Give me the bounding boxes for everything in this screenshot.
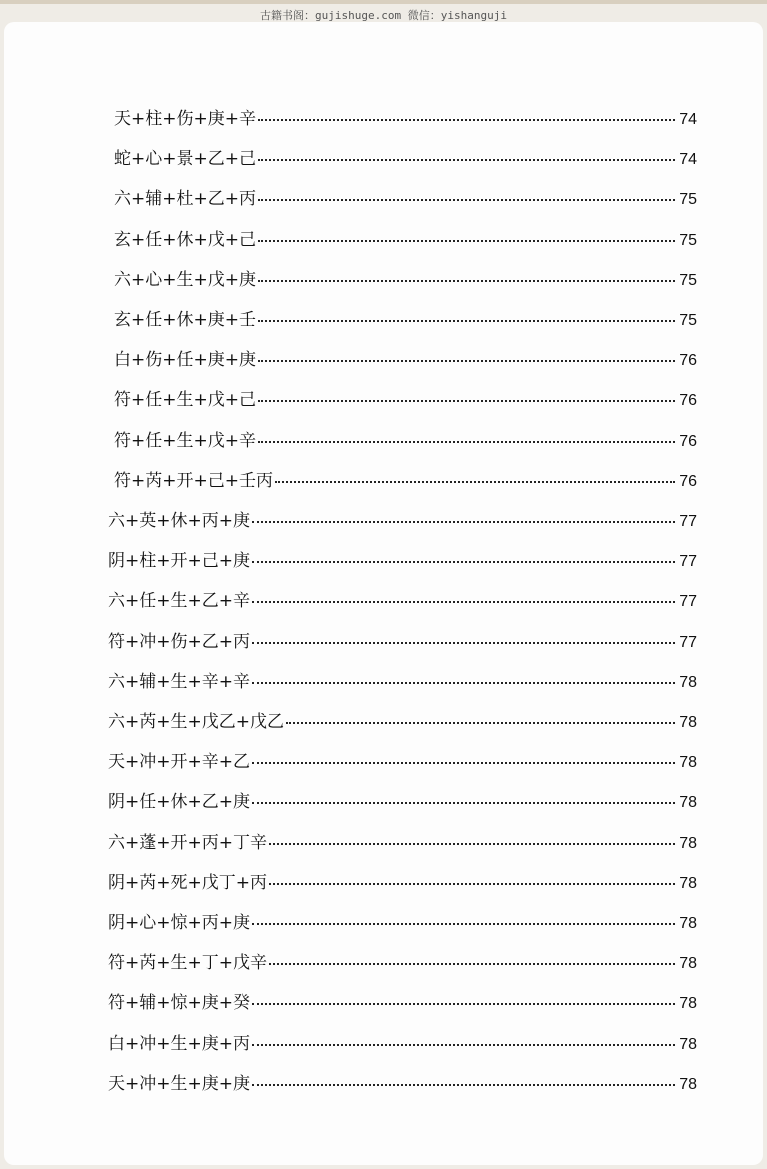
toc-entry-title: 玄+任+休+庚+壬 [114, 310, 256, 330]
toc-entry-title: 符+辅+惊+庚+癸 [108, 993, 250, 1014]
toc-dot-leader [252, 801, 675, 804]
toc-entry[interactable] [108, 1069, 697, 1093]
toc-entry-title: 玄+任+休+戊+己 [114, 229, 256, 250]
toc-entry-page-number: 75 [679, 271, 697, 289]
toc-entry[interactable] [114, 345, 697, 369]
toc-dot-leader [286, 721, 675, 724]
toc-dot-leader [252, 922, 675, 925]
toc-entry-title: 六+蓬+开+丙+丁辛 [108, 832, 267, 853]
toc-dot-leader [269, 962, 675, 965]
toc-entry-page-number: 78 [679, 794, 697, 812]
toc-dot-leader [252, 681, 675, 684]
toc-dot-leader [258, 399, 675, 402]
toc-entry-page-number: 78 [679, 673, 697, 691]
toc-entry-title: 六+辅+杜+乙+丙 [114, 189, 256, 210]
toc-entry-page-number: 78 [679, 1075, 697, 1093]
toc-entry-title: 天+冲+开+辛+乙 [108, 752, 250, 773]
toc-entry-page-number: 74 [679, 111, 697, 128]
toc-entry-title: 阴+芮+死+戊丁+丙 [108, 872, 267, 893]
toc-entry-page-number: 76 [679, 432, 697, 450]
toc-entry-page-number: 75 [679, 191, 697, 209]
toc-entry[interactable] [108, 868, 697, 892]
toc-entry-page-number: 75 [679, 312, 697, 329]
toc-entry-title: 天+柱+伤+庚+辛 [114, 109, 256, 129]
toc-entry[interactable] [114, 385, 697, 409]
toc-entry[interactable] [108, 828, 697, 852]
toc-entry-page-number: 78 [679, 915, 697, 932]
toc-entry-title: 六+心+生+戊+庚 [114, 269, 256, 290]
toc-entry[interactable] [108, 667, 697, 691]
toc-dot-leader [258, 118, 675, 121]
toc-entry-page-number: 74 [679, 151, 697, 169]
toc-entry[interactable] [108, 546, 697, 570]
toc-entry-title: 六+任+生+乙+辛 [108, 591, 250, 612]
toc-dot-leader [252, 761, 675, 764]
toc-dot-leader [258, 359, 675, 362]
toc-dot-leader [269, 882, 675, 885]
top-border-strip [0, 0, 767, 4]
toc-entry[interactable] [114, 466, 697, 490]
toc-entry[interactable] [108, 627, 697, 651]
toc-entry[interactable] [114, 265, 697, 289]
toc-entry-title: 六+芮+生+戊乙+戊乙 [108, 712, 284, 732]
toc-entry-title: 六+辅+生+辛+辛 [108, 671, 250, 692]
toc-entry[interactable] [108, 506, 697, 530]
toc-entry[interactable] [114, 225, 697, 249]
toc-entry-page-number: 78 [679, 754, 697, 772]
toc-dot-leader [258, 239, 675, 242]
toc-entry-page-number: 76 [679, 472, 697, 490]
toc-entry-page-number: 77 [679, 553, 697, 571]
toc-entry-title: 六+英+休+丙+庚 [108, 511, 250, 531]
toc-dot-leader [252, 600, 675, 603]
toc-dot-leader [258, 279, 675, 282]
toc-entry[interactable] [114, 426, 697, 450]
toc-entry-title: 蛇+心+景+乙+己 [114, 149, 256, 170]
toc-dot-leader [252, 560, 675, 563]
toc-entry[interactable] [114, 144, 697, 168]
toc-entry-title: 符+芮+开+己+壬丙 [114, 470, 273, 491]
toc-entry[interactable] [108, 787, 697, 811]
toc-entry[interactable] [108, 1029, 697, 1053]
toc-dot-leader [252, 1083, 675, 1086]
toc-dot-leader [252, 520, 675, 523]
toc-entry-title: 符+芮+生+丁+戊辛 [108, 953, 267, 974]
toc-entry-page-number: 78 [679, 874, 697, 892]
toc-entry[interactable] [108, 586, 697, 610]
toc-dot-leader [258, 440, 675, 443]
toc-entry-page-number: 78 [679, 995, 697, 1013]
toc-entry-title: 白+伤+任+庚+庚 [114, 350, 256, 371]
toc-entry-title: 阴+任+休+乙+庚 [108, 792, 250, 813]
toc-entry-page-number: 78 [679, 834, 697, 852]
document-page [4, 22, 763, 1165]
toc-entry-page-number: 76 [679, 352, 697, 370]
toc-entry[interactable] [108, 948, 697, 972]
toc-entry-page-number: 77 [679, 633, 697, 651]
toc-dot-leader [252, 1002, 675, 1005]
toc-entry[interactable] [108, 908, 697, 932]
toc-entry-title: 阴+柱+开+己+庚 [108, 551, 250, 572]
toc-entry-page-number: 78 [679, 714, 697, 731]
toc-entry[interactable] [108, 747, 697, 771]
toc-entry[interactable] [108, 707, 697, 731]
toc-entry-page-number: 75 [679, 231, 697, 249]
toc-dot-leader [252, 641, 675, 644]
toc-entry-title: 符+冲+伤+乙+丙 [108, 631, 250, 652]
toc-dot-leader [275, 480, 675, 483]
toc-entry[interactable] [108, 988, 697, 1012]
toc-entry-page-number: 76 [679, 392, 697, 410]
toc-entry-title: 阴+心+惊+丙+庚 [108, 913, 250, 933]
toc-entry-page-number: 77 [679, 513, 697, 530]
toc-dot-leader [269, 842, 675, 845]
toc-entry-title: 符+任+生+戊+己 [114, 390, 256, 411]
toc-entry[interactable] [114, 104, 697, 128]
page-header-watermark: 古籍书阁：gujishuge.com 微信：yishanguji [260, 9, 507, 22]
toc-entry-page-number: 77 [679, 593, 697, 611]
toc-entry[interactable] [114, 305, 697, 329]
toc-dot-leader [258, 158, 675, 161]
toc-entry-page-number: 78 [679, 955, 697, 973]
toc-entry-title: 白+冲+生+庚+丙 [108, 1033, 250, 1054]
toc-entry[interactable] [114, 184, 697, 208]
toc-dot-leader [258, 319, 675, 322]
toc-entry-page-number: 78 [679, 1035, 697, 1053]
toc-dot-leader [258, 198, 675, 201]
toc-entry-title: 天+冲+生+庚+庚 [108, 1073, 250, 1094]
toc-entry-title: 符+任+生+戊+辛 [114, 430, 256, 451]
toc-dot-leader [252, 1043, 675, 1046]
